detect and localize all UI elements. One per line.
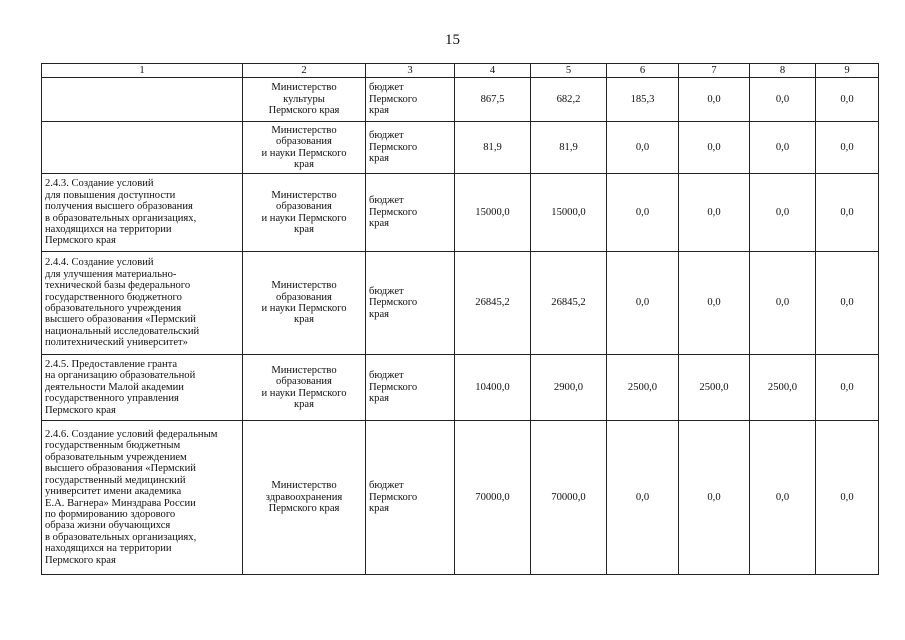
funding-source-cell: бюджет Пермского края xyxy=(366,78,455,122)
value-cell: 0,0 xyxy=(679,122,750,174)
value-cell: 26845,2 xyxy=(455,252,531,355)
value-cell: 10400,0 xyxy=(455,355,531,421)
column-number: 8 xyxy=(750,64,816,78)
table-row xyxy=(42,421,879,575)
table-header-row xyxy=(42,64,879,78)
value-cell: 70000,0 xyxy=(531,421,607,575)
column-number: 5 xyxy=(531,64,607,78)
activity-cell: 2.4.6. Создание условий федеральным государственным бюджетным образовательным учреждением высшего образования «Пермский государственный медицинский университет имени академика Е.А. Вагнера» Минздрава России по формированию здорового образа жизни обучающихся в образовательных организациях, находящихся на территории Пермского края xyxy=(42,421,243,575)
funding-source-cell: бюджет Пермского края xyxy=(366,174,455,252)
funding-source-cell: бюджет Пермского края xyxy=(366,252,455,355)
column-number: 2 xyxy=(243,64,366,78)
value-cell: 15000,0 xyxy=(455,174,531,252)
executor-cell: Министерство культуры Пермского края xyxy=(243,78,366,122)
value-cell: 26845,2 xyxy=(531,252,607,355)
value-cell: 2900,0 xyxy=(531,355,607,421)
column-number: 1 xyxy=(42,64,243,78)
value-cell: 185,3 xyxy=(607,78,679,122)
funding-source-cell: бюджет Пермского края xyxy=(366,355,455,421)
value-cell: 0,0 xyxy=(816,355,879,421)
value-cell: 0,0 xyxy=(750,122,816,174)
value-cell: 15000,0 xyxy=(531,174,607,252)
value-cell: 0,0 xyxy=(679,252,750,355)
activity-cell xyxy=(42,78,243,122)
column-number: 3 xyxy=(366,64,455,78)
value-cell: 0,0 xyxy=(750,252,816,355)
activity-cell: 2.4.5. Предоставление гранта на организацию образовательной деятельности Малой академии государственного управления Пермского края xyxy=(42,355,243,421)
value-cell: 0,0 xyxy=(816,122,879,174)
executor-cell: Министерство здравоохранения Пермского края xyxy=(243,421,366,575)
funding-source-cell: бюджет Пермского края xyxy=(366,421,455,575)
table-row xyxy=(42,252,879,355)
value-cell: 2500,0 xyxy=(679,355,750,421)
table-row xyxy=(42,122,879,174)
table-row xyxy=(42,174,879,252)
value-cell: 2500,0 xyxy=(750,355,816,421)
value-cell: 0,0 xyxy=(816,174,879,252)
value-cell: 0,0 xyxy=(750,174,816,252)
value-cell: 0,0 xyxy=(816,421,879,575)
activity-cell: 2.4.4. Создание условий для улучшения материально- технической базы федерального государственного бюджетного образовательного учреждения высшего образования «Пермский национальный исследовательский политехнический университет» xyxy=(42,252,243,355)
value-cell: 0,0 xyxy=(750,421,816,575)
executor-cell: Министерство образования и науки Пермского края xyxy=(243,252,366,355)
table-row xyxy=(42,78,879,122)
page-number: 15 xyxy=(445,32,460,48)
executor-cell: Министерство образования и науки Пермского края xyxy=(243,174,366,252)
value-cell: 0,0 xyxy=(750,78,816,122)
value-cell: 2500,0 xyxy=(607,355,679,421)
value-cell: 0,0 xyxy=(607,174,679,252)
value-cell: 0,0 xyxy=(607,122,679,174)
activity-cell xyxy=(42,122,243,174)
column-number: 6 xyxy=(607,64,679,78)
value-cell: 867,5 xyxy=(455,78,531,122)
budget-table xyxy=(41,63,879,575)
column-number: 4 xyxy=(455,64,531,78)
value-cell: 81,9 xyxy=(455,122,531,174)
activity-cell: 2.4.3. Создание условий для повышения доступности получения высшего образования в образовательных организациях, находящихся на территории Пермского края xyxy=(42,174,243,252)
value-cell: 0,0 xyxy=(607,252,679,355)
value-cell: 0,0 xyxy=(679,421,750,575)
value-cell: 0,0 xyxy=(816,78,879,122)
value-cell: 0,0 xyxy=(679,174,750,252)
column-number: 7 xyxy=(679,64,750,78)
value-cell: 70000,0 xyxy=(455,421,531,575)
column-number: 9 xyxy=(816,64,879,78)
value-cell: 0,0 xyxy=(816,252,879,355)
value-cell: 0,0 xyxy=(607,421,679,575)
value-cell: 0,0 xyxy=(679,78,750,122)
table-row xyxy=(42,355,879,421)
funding-source-cell: бюджет Пермского края xyxy=(366,122,455,174)
executor-cell: Министерство образования и науки Пермского края xyxy=(243,122,366,174)
value-cell: 81,9 xyxy=(531,122,607,174)
executor-cell: Министерство образования и науки Пермского края xyxy=(243,355,366,421)
value-cell: 682,2 xyxy=(531,78,607,122)
